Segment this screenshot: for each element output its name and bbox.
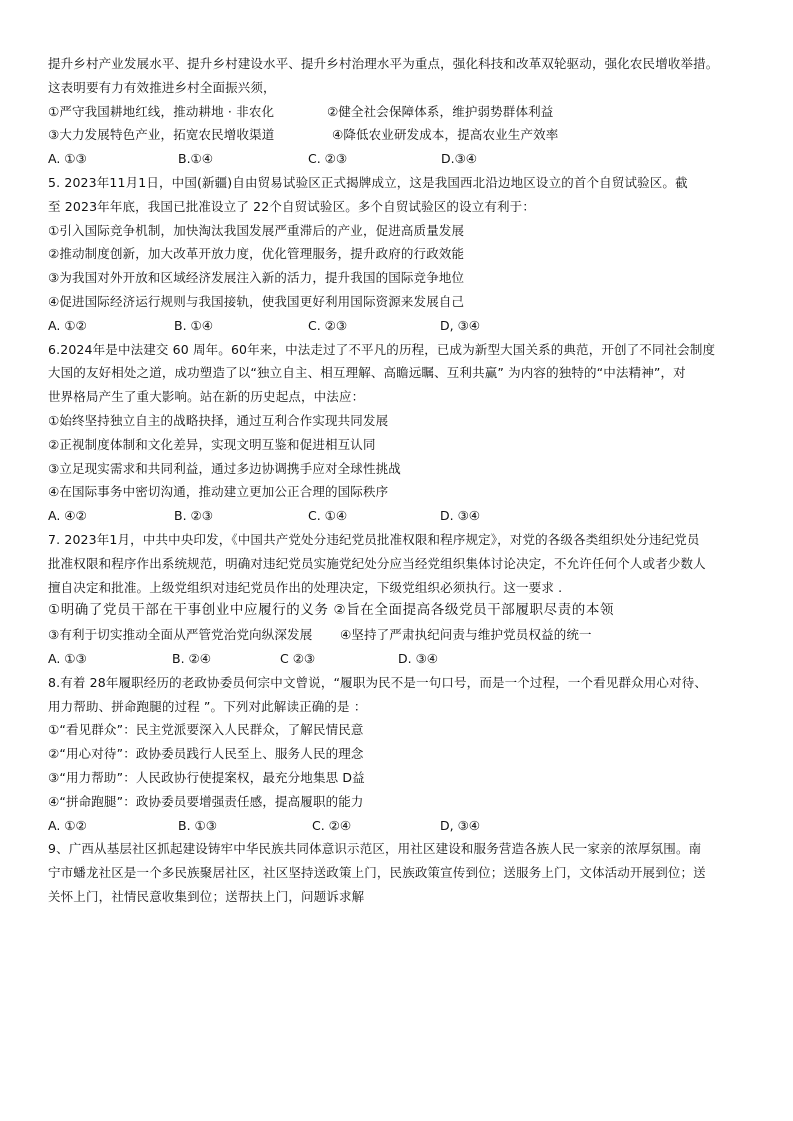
choice-option-d[interactable]: D, ③④	[440, 817, 480, 833]
answer-statement: ④坚持了严肃执纪问责与维护党员权益的统一	[340, 627, 592, 643]
choice-option-d[interactable]: D. ③④	[440, 508, 480, 524]
question-stem-line: 关怀上门，社情民意收集到位；送帮扶上门，问题诉求解	[48, 888, 365, 904]
choice-option-a[interactable]: A. ①③	[48, 650, 87, 666]
answer-statement: ②推动制度创新，加大改革开放力度，优化管理服务，提升政府的行政效能	[48, 246, 465, 262]
answer-statement: ②“用心对待”：政协委员践行人民至上、服务人民的理念	[48, 746, 364, 762]
choice-option-d[interactable]: D.③④	[441, 151, 478, 167]
answer-statement: ②健全社会保障体系，维护弱势群体利益	[327, 103, 554, 119]
choice-options	[48, 314, 753, 338]
answer-statement: ①始终坚持独立自主的战略抉择，通过互利合作实现共同发展	[48, 412, 389, 428]
question-6	[48, 338, 753, 528]
choice-option-b[interactable]: B. ①③	[178, 817, 217, 833]
question-stem-line: 世界格局产生了重大影响。站在新的历史起点，中法应：	[48, 389, 365, 405]
answer-statement: ③立足现实需求和共同利益，通过多边协调携手应对全球性挑战	[48, 460, 401, 476]
answer-statement: ③有利于切实推动全面从严管党治党向纵深发展	[48, 627, 313, 643]
choice-option-b[interactable]: B. ②④	[172, 650, 211, 666]
question-8	[48, 671, 753, 838]
choice-option-a[interactable]: A. ①②	[48, 317, 87, 333]
answer-statement: ③“用力帮助”：人民政协行使提案权，最充分地集思 D益	[48, 769, 365, 785]
question-stem-line: 至 2023年年底，我国已批准设立了 22个自贸试验区。多个自贸试验区的设立有利于：	[48, 198, 535, 214]
question-stem-line: 这表明要有力有效推进乡村全面振兴须，	[48, 79, 276, 95]
answer-statement: ④“拼命跑腿”：政协委员要增强责任感，提高履职的能力	[48, 793, 364, 809]
question-stem-line: 5. 2023年11月1日，中国(新疆)自由贸易试验区正式揭牌成立，这是我国西北沿边地区设立的首个自贸试验区。截	[48, 174, 688, 190]
answer-statement: ③为我国对外开放和区域经济发展注入新的活力，提升我国的国际竞争地位	[48, 270, 465, 286]
answer-statement: ①严守我国耕地红线，推动耕地 · 非农化	[48, 103, 275, 119]
question-stem-line: 擅自决定和批准。上级党组织对违纪党员作出的处理决定，下级党组织必须执行。这一要求 .	[48, 579, 563, 595]
choice-option-a[interactable]: A. ①②	[48, 817, 87, 833]
answer-statement-row	[48, 100, 753, 124]
question-7	[48, 528, 753, 671]
choice-option-c[interactable]: C ②③	[280, 650, 316, 666]
choice-option-b[interactable]: B. ②③	[174, 508, 213, 524]
choice-option-c[interactable]: C. ②③	[308, 151, 348, 167]
answer-statement: ②正视制度体制和文化差异，实现文明互鉴和促进相互认同	[48, 436, 376, 452]
answer-statement-row	[48, 123, 753, 147]
choice-options	[48, 147, 753, 171]
question-5	[48, 171, 753, 338]
answer-statement: ①引入国际竞争机制，加快淘汰我国发展严重滞后的产业，促进高质量发展	[48, 222, 465, 238]
answer-statement: ④降低农业研发成本，提高农业生产效率	[332, 127, 559, 143]
choice-option-c[interactable]: C. ②④	[312, 817, 352, 833]
question-9	[48, 837, 753, 908]
choice-option-a[interactable]: A. ①③	[48, 151, 87, 167]
choice-option-c[interactable]: C. ②③	[308, 317, 348, 333]
answer-statement-row: ①明确了党员干部在干事创业中应履行的义务 ②旨在全面提高各级党员干部履职尽责的本领	[48, 602, 615, 619]
question-stem-line: 用力帮助、拼命跑腿的过程 ”。下列对此解读正确的是 ：	[48, 698, 367, 714]
choice-option-b[interactable]: B.①④	[178, 151, 213, 167]
answer-statement: ③大力发展特色产业，拓宽农民增收渠道	[48, 127, 275, 143]
choice-option-a[interactable]: A. ④②	[48, 508, 87, 524]
question-4	[48, 52, 753, 171]
answer-statement: ①“看见群众”：民主党派要深入人民群众，了解民情民意	[48, 722, 364, 738]
choice-options	[48, 814, 753, 838]
question-stem-line: 9、广西从基层社区抓起建设铸牢中华民族共同体意识示范区，用社区建设和服务营造各族人民一家亲的浓厚氛围。南	[48, 841, 702, 857]
answer-statement-row	[48, 623, 753, 647]
answer-statement: ④在国际事务中密切沟通，推动建立更加公正合理的国际秩序	[48, 484, 389, 500]
choice-options	[48, 647, 753, 671]
question-stem-line: 6.2024年是中法建交 60 周年。60年来，中法走过了不平凡的历程，已成为新型大国关系的典范，开创了不同社会制度	[48, 341, 716, 357]
choice-options	[48, 504, 753, 528]
choice-option-c[interactable]: C. ①④	[308, 508, 348, 524]
question-stem-line: 大国的友好相处之道，成功塑造了以“独立自主、相互理解、高瞻远瞩、互利共赢” 为内容的独特的“中法精神”，对	[48, 365, 686, 381]
question-stem-line: 7. 2023年1月，中共中央印发，《中国共产党处分违纪党员批准权限和程序规定》，对党的各级各类组织处分违纪党员	[48, 531, 700, 547]
question-stem-line: 提升乡村产业发展水平、提升乡村建设水平、提升乡村治理水平为重点，强化科技和改革双轮驱动，强化农民增收举措。	[48, 56, 719, 71]
question-stem-line: 批准权限和程序作出系统规范，明确对违纪党员实施党纪处分应当经党组织集体讨论决定，不允许任何个人或者少数人	[48, 555, 706, 571]
question-stem-line: 8.有着 28年履职经历的老政协委员何宗中文曾说，“履职为民不是一句口号，而是一个过程，一个看见群众用心对待、	[48, 674, 708, 690]
choice-option-d[interactable]: D. ③④	[398, 650, 438, 666]
choice-option-d[interactable]: D, ③④	[440, 317, 480, 333]
choice-option-b[interactable]: B. ①④	[174, 317, 213, 333]
answer-statement: ④促进国际经济运行规则与我国接轨，使我国更好利用国际资源来发展自己	[48, 293, 465, 309]
question-stem-line: 宁市蟠龙社区是一个多民族聚居社区，社区坚持送政策上门，民族政策宣传到位；送服务上门，文体活动开展到位；送	[48, 865, 706, 881]
